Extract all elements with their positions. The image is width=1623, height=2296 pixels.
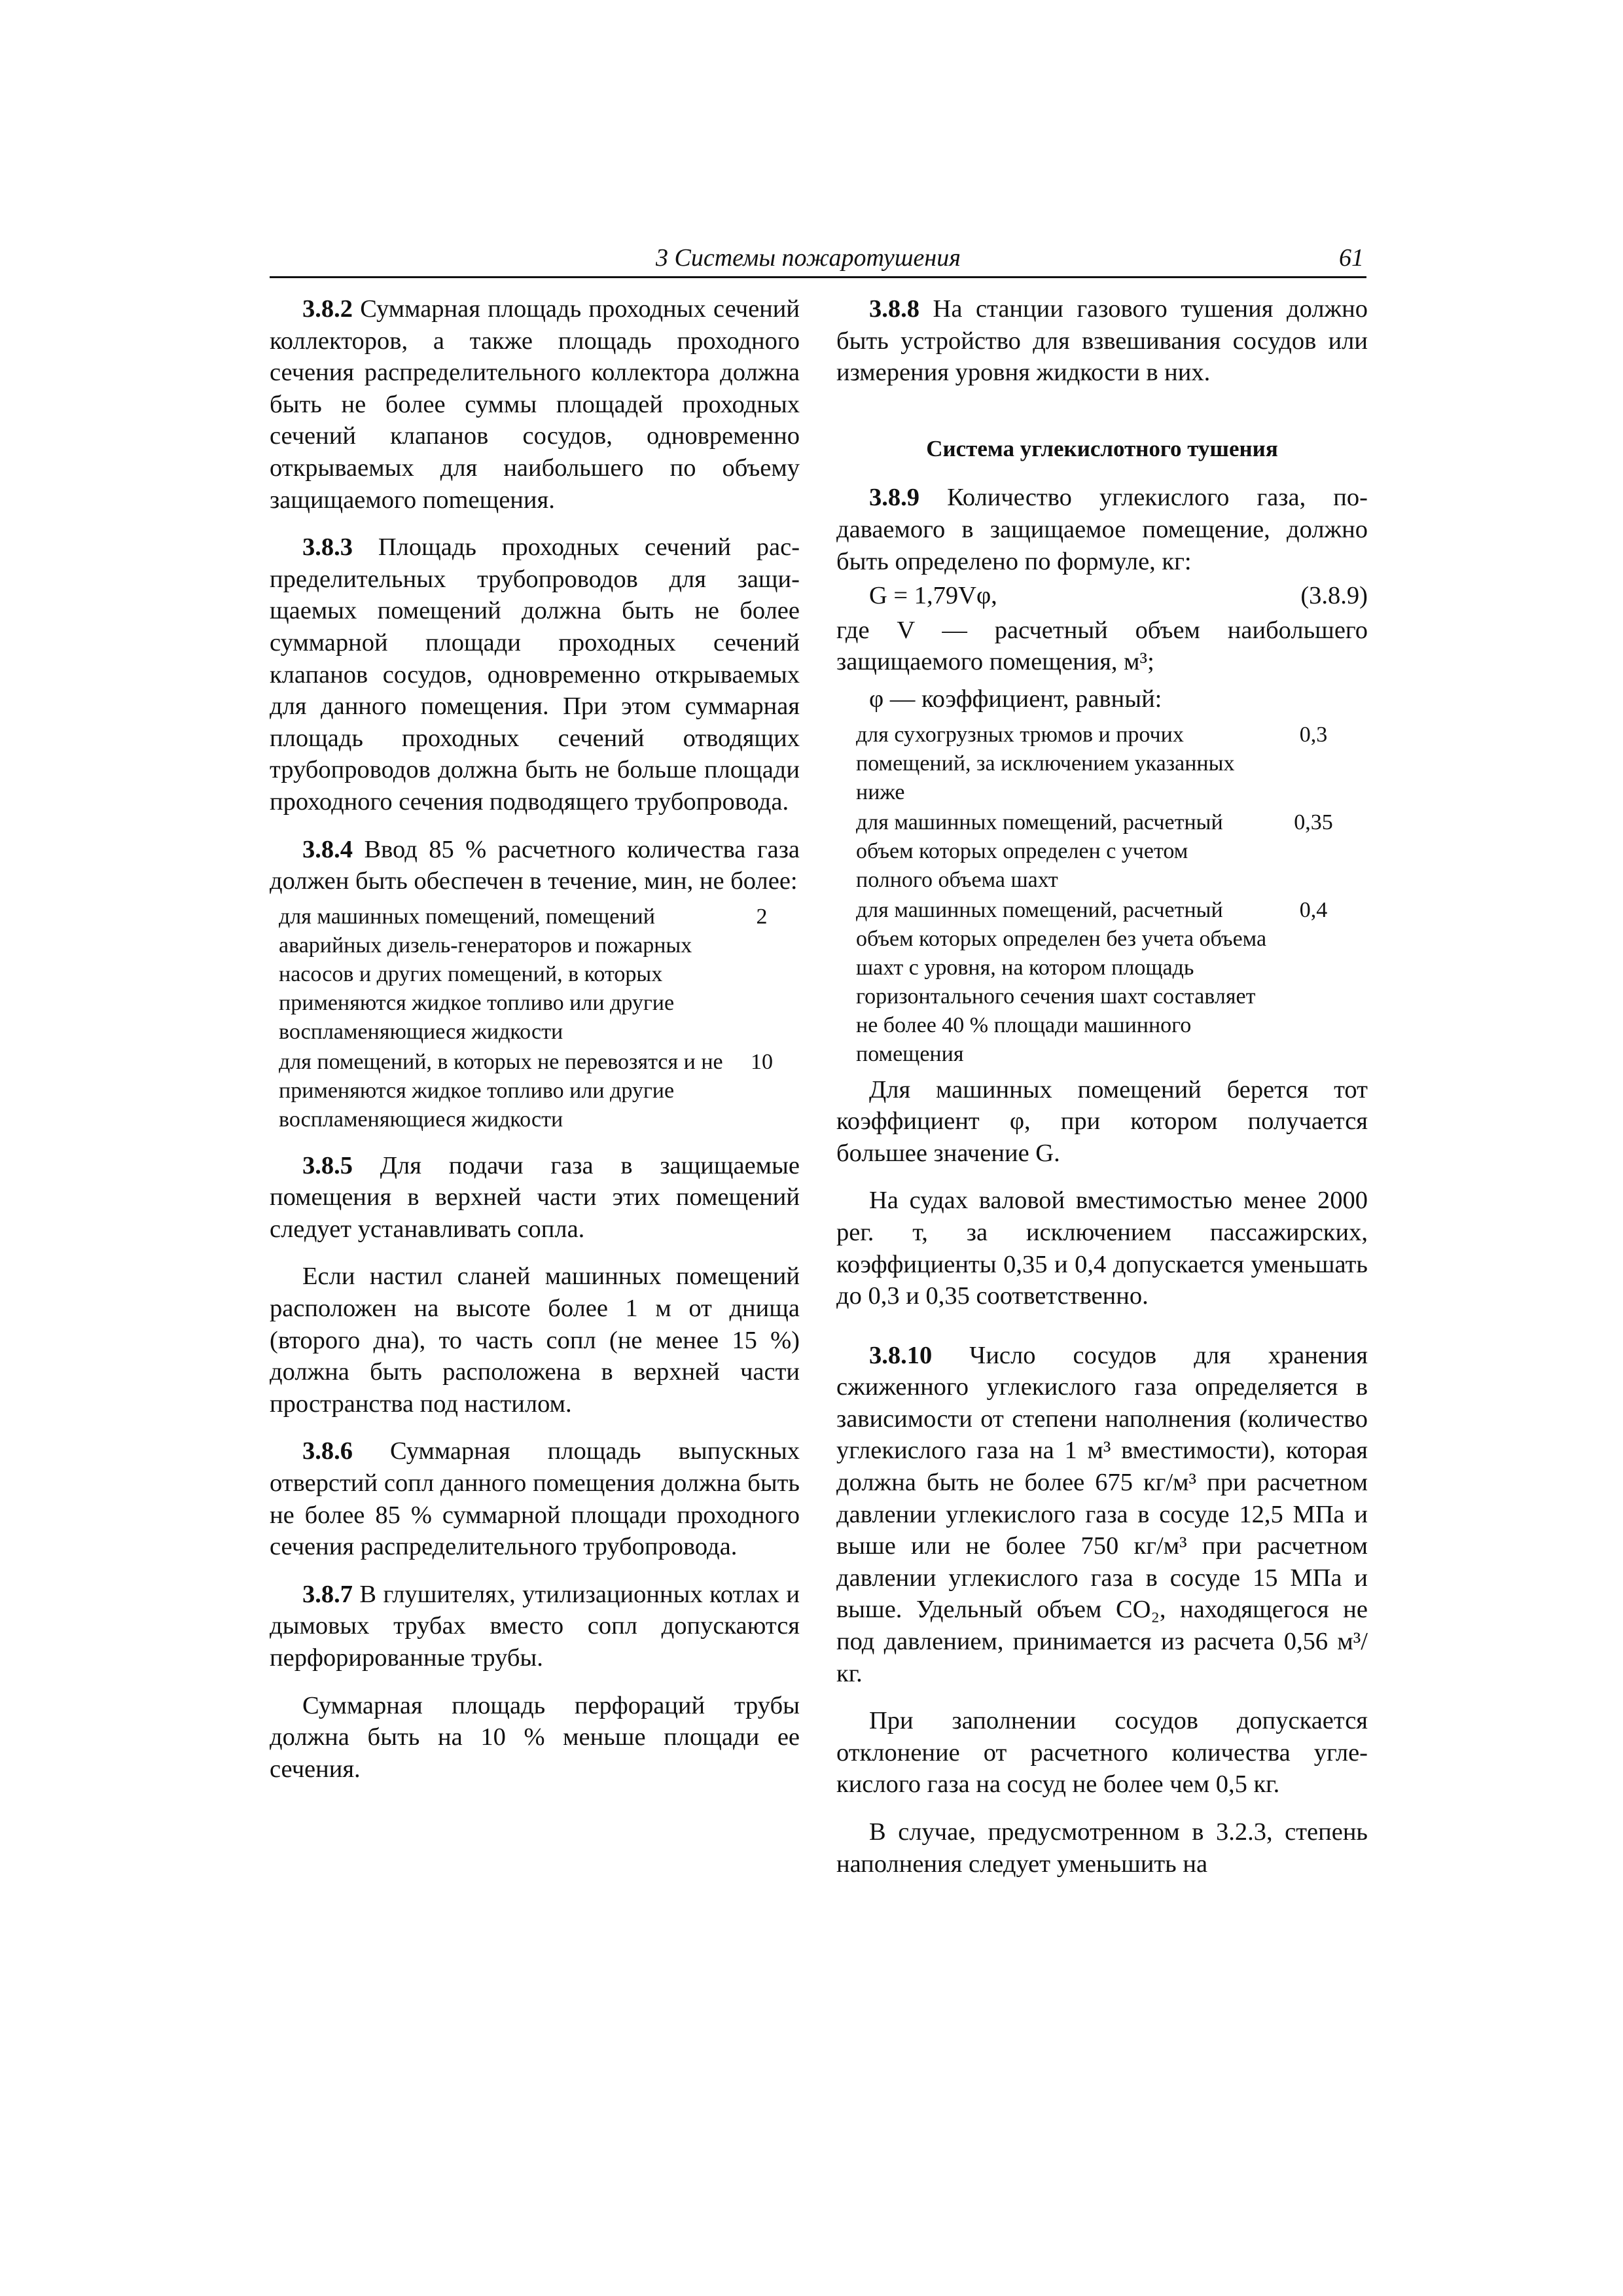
clause-number: 3.8.9 <box>869 484 919 512</box>
coefficient-table <box>836 721 1368 1069</box>
table-row <box>836 808 1368 895</box>
paragraph-3-8-3 <box>270 531 800 817</box>
paragraph-3-8-8 <box>836 293 1368 389</box>
paragraph-3-8-2 <box>270 293 800 516</box>
paragraph-3-8-7-continued: Суммарная площадь перфораций трубы должна быть на 10 % меньше площади ее сечения. <box>270 1691 800 1783</box>
paragraph-text: Ввод 85 % расчетного количества газа должен быть обеспечен в течение, мин, не более: <box>270 835 800 895</box>
clause-number: 3.8.6 <box>302 1437 353 1465</box>
right-column <box>836 293 1368 1880</box>
table-row-value: 0,4 <box>1299 897 1328 922</box>
table-row-value: 0,3 <box>1299 722 1328 747</box>
paragraph-text: В глушителях, утилизационных котлах и дымовых трубах вместо сопл допускаются перфорированные трубы. <box>270 1580 800 1672</box>
paragraph-text: Для подачи газа в защищаемые помещения в верхней части этих помещений следует устанавливать сопла. <box>270 1151 800 1243</box>
paragraph-3-8-9-small-ships: На судах валовой вместимостью менее 2000 рег. т, за исключением пассажирских, коэффициенты 0,35 и 0,4 допускается уменьшать до 0,3 и 0,35 соответственно. <box>836 1187 1368 1310</box>
left-column <box>270 293 800 1785</box>
table-row-text: для машинных помещений, расчетный объем которых определен с учетом полного объема шахт <box>856 810 1223 892</box>
discharge-time-table <box>270 903 800 1134</box>
table-row <box>270 903 800 1047</box>
paragraph-text: На станции газового тушения должно быть устройство для взвешивания сосудов или измерения уровня жидкости в них. <box>836 295 1368 387</box>
section-heading: Система углекислотного тушения <box>926 435 1278 461</box>
paragraph-3-8-4 <box>270 834 800 897</box>
paragraph-3-8-10-tail: В случае, предусмотренном в 3.2.3, степень наполнения следует уменьшить на <box>836 1818 1368 1878</box>
header-title: 3 Системы пожаротушения <box>656 244 961 272</box>
clause-number: 3.8.2 <box>302 295 353 323</box>
formula-3-8-9 <box>836 580 1368 612</box>
formula-number: (3.8.9) <box>1300 582 1368 610</box>
clause-number: 3.8.3 <box>302 533 353 562</box>
clause-number: 3.8.10 <box>869 1341 933 1369</box>
paragraph-text: Количество углекислого газа, подаваемого в защищаемое помещение, должно быть определено по формуле, кг: <box>836 484 1368 575</box>
paragraph-3-8-10 <box>836 1340 1368 1690</box>
clause-number: 3.8.5 <box>302 1151 353 1179</box>
clause-number: 3.8.7 <box>302 1580 353 1608</box>
table-row-text: для помещений, в которых не перевозятся и не применяются жидкое топливо или другие воспламеняющиеся жидкости <box>279 1049 723 1132</box>
table-row-value: 2 <box>756 904 768 929</box>
paragraph-3-8-5 <box>270 1150 800 1246</box>
table-row-value: 0,35 <box>1294 810 1333 834</box>
paragraph-text: Площадь проходных сечений распределительных трубопроводов для защищаемых помещений должна быть не более суммарной площади проходных сечений клапанов сосудов, одновременно открываемых для данного помещения. При этом суммарная площадь проходных сечений отводящих трубопроводов должна быть не больше площади проходного сечения подводящего трубопровода. <box>270 533 800 816</box>
paragraph-3-8-9-continued: Для машинных помещений берется тот коэффициент φ, при котором получается большее значение G. <box>836 1075 1368 1167</box>
formula-expression: G = 1,79Vφ, <box>869 582 997 610</box>
paragraph-3-8-10-continued: При заполнении сосудов допускается отклонение от расчетного количества углекислого газа на сосуд не более чем 0,5 кг. <box>836 1707 1368 1799</box>
table-row <box>836 721 1368 807</box>
table-row-text: для машинных помещений, расчетный объем которых определен без учета объема шахт с уровня, на котором площадь горизонтального сечения шахт составляет не более 40 % площади машинного помещения <box>856 897 1267 1066</box>
paragraph-3-8-9 <box>836 482 1368 577</box>
table-row-value: 10 <box>751 1049 773 1074</box>
paragraph-3-8-7 <box>270 1579 800 1674</box>
table-row <box>836 896 1368 1069</box>
phi-definition: φ — коэффициент, равный: <box>869 685 1162 713</box>
table-row-text: для сухогрузных трюмов и прочих помещений, за исключением указанных ниже <box>856 722 1235 804</box>
paragraph-text: Суммарная площадь выпускных отверстий сопл данного помещения должна быть не более 85 % суммарной площади проходного сечения распределительного трубопровода. <box>270 1437 800 1561</box>
paragraph-text: Число сосудов для хранения сжиженного углекислого газа определяется в зависимости от степени наполнения (количество углекислого газа на 1 м³ вместимости), которая должна быть не более 675 кг/м³ при расчетном давлении углекислого газа в сосуде 12,5 МПа и выше или не более 750 кг/м³ при расчетном давлении углекислого газа в сосуде 15 МПа и выше. Удельный объем CO₂, находящегося не под давлением, принимается из расчета 0,56 м³/кг. <box>836 1341 1368 1687</box>
table-row <box>270 1048 800 1134</box>
clause-number: 3.8.4 <box>302 835 353 863</box>
clause-number: 3.8.8 <box>869 295 919 323</box>
formula-where-clause: где V — расчетный объем наибольшего защищаемого помещения, м³; <box>836 616 1368 676</box>
paragraph-text: Суммарная площадь проходных сечений коллекторов, а также площадь проходного сечения распределительного коллектора должна быть не более суммы площадей проходных сечений клапанов сосудов, одновременно открываемых для наибольшего по объему защищаемого поmещения. <box>270 295 800 514</box>
paragraph-3-8-6 <box>270 1435 800 1562</box>
paragraph-3-8-5-continued: Если настил сланей машинных помещений расположен на высоте более 1 м от днища (второго дна), то часть сопл (не менее 15 %) должна быть расположена в верхней части пространства под настилом. <box>270 1263 800 1418</box>
table-row-text: для машинных помещений, помещений аварийных дизель-генераторов и пожарных насосов и других помещений, в которых применяются жидкое топливо или другие воспламеняющиеся жидкости <box>279 904 692 1044</box>
page-number: 61 <box>1339 244 1364 272</box>
running-header <box>270 243 1366 278</box>
